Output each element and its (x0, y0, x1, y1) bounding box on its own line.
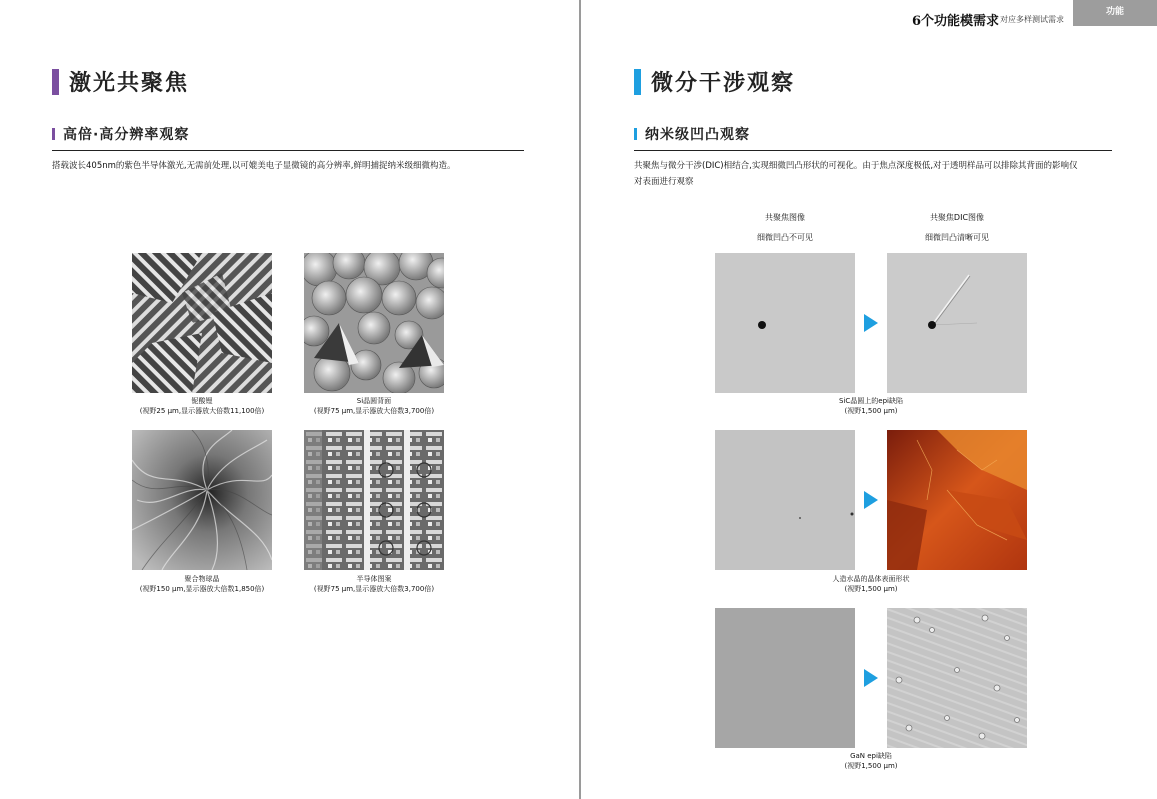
header-title: 6个功能模需求 (912, 14, 1000, 29)
right-section-title-text: 微分干涉观察 (651, 71, 796, 96)
right-section-title (634, 66, 795, 97)
image-semiconductor-pattern (304, 430, 444, 570)
left-sub-title (52, 124, 189, 144)
sub-bar (634, 128, 637, 140)
image-gan-confocal (715, 608, 855, 748)
right-rule (634, 150, 1112, 151)
image-quartz-confocal (715, 430, 855, 570)
arrow-right-icon (864, 669, 878, 687)
image-sic-confocal (715, 253, 855, 393)
right-sub-title (634, 124, 750, 144)
image-lithium-niobate (132, 253, 272, 393)
image-gan-dic (887, 608, 1027, 748)
caption-detail: (视野1,500 μm) (844, 407, 898, 415)
left-sub-title-text: 高倍·高分辨率观察 (63, 127, 190, 143)
page-divider (579, 0, 581, 799)
right-description (634, 158, 1124, 190)
caption-detail: (视野75 μm,显示器放大倍数3,700倍) (313, 407, 435, 415)
column-head-sub: 细微凹凸清晰可见 (925, 233, 989, 242)
right-description-line2: 对表面进行观察 (634, 177, 694, 187)
caption-polymer-spherulite (112, 574, 292, 594)
image-polymer-spherulite (132, 430, 272, 570)
arrow-right-icon (864, 314, 878, 332)
caption-title: Si晶圆背面 (356, 397, 392, 405)
left-description: 搭载波长405nm的紫色半导体激光,无需前处理,以可媲美电子显微镜的高分辨率,鲜明捕捉纳米级细微构造。 (52, 161, 456, 171)
image-si-wafer-back (304, 253, 444, 393)
image-quartz-dic (887, 430, 1027, 570)
caption-title: SiC晶圆上的epi缺陷 (839, 397, 903, 405)
column-head-title: 共聚焦图像 (765, 213, 805, 222)
image-sic-dic (887, 253, 1027, 393)
section-bar (634, 69, 641, 95)
sub-bar (52, 128, 55, 140)
column-head-title: 共聚焦DIC图像 (929, 213, 985, 222)
caption-gan (781, 751, 961, 771)
left-section-title-text: 激光共聚焦 (69, 71, 190, 96)
left-section-title (52, 66, 189, 97)
caption-detail: (视野150 μm,显示器放大倍数1,850倍) (139, 585, 265, 593)
column-head-dic (887, 208, 1027, 248)
caption-detail: (视野75 μm,显示器放大倍数3,700倍) (313, 585, 435, 593)
caption-title: GaN epi缺陷 (850, 752, 892, 760)
caption-si-wafer-back (284, 396, 464, 416)
right-sub-title-text: 纳米级凹凸观察 (645, 127, 750, 143)
left-rule (52, 150, 524, 151)
caption-sic (781, 396, 961, 416)
header-subtitle: 对应多样测试需求 (1000, 15, 1064, 24)
caption-semiconductor-pattern (284, 574, 464, 594)
column-head-sub: 细微凹凸不可见 (757, 233, 813, 242)
caption-title: 铌酸锂 (191, 397, 213, 405)
caption-detail: (视野1,500 μm) (844, 762, 898, 770)
caption-title: 聚合物球晶 (184, 575, 220, 583)
caption-title: 人造水晶的晶体表面形状 (832, 575, 910, 583)
caption-detail: (视野25 μm,显示器放大倍数11,100倍) (139, 407, 265, 415)
caption-detail: (视野1,500 μm) (844, 585, 898, 593)
caption-lithium-niobate (112, 396, 292, 416)
section-bar (52, 69, 59, 95)
right-description-line1: 共聚焦与微分干涉(DIC)相结合,实现细微凹凸形状的可视化。由于焦点深度极低,对于透明样品可以排除其背面的影响仅 (634, 161, 1078, 171)
column-head-confocal (715, 208, 855, 248)
caption-quartz (781, 574, 961, 594)
caption-title: 半导体图案 (356, 575, 392, 583)
arrow-right-icon (864, 491, 878, 509)
header-tab[interactable]: 功能 (1073, 0, 1157, 26)
